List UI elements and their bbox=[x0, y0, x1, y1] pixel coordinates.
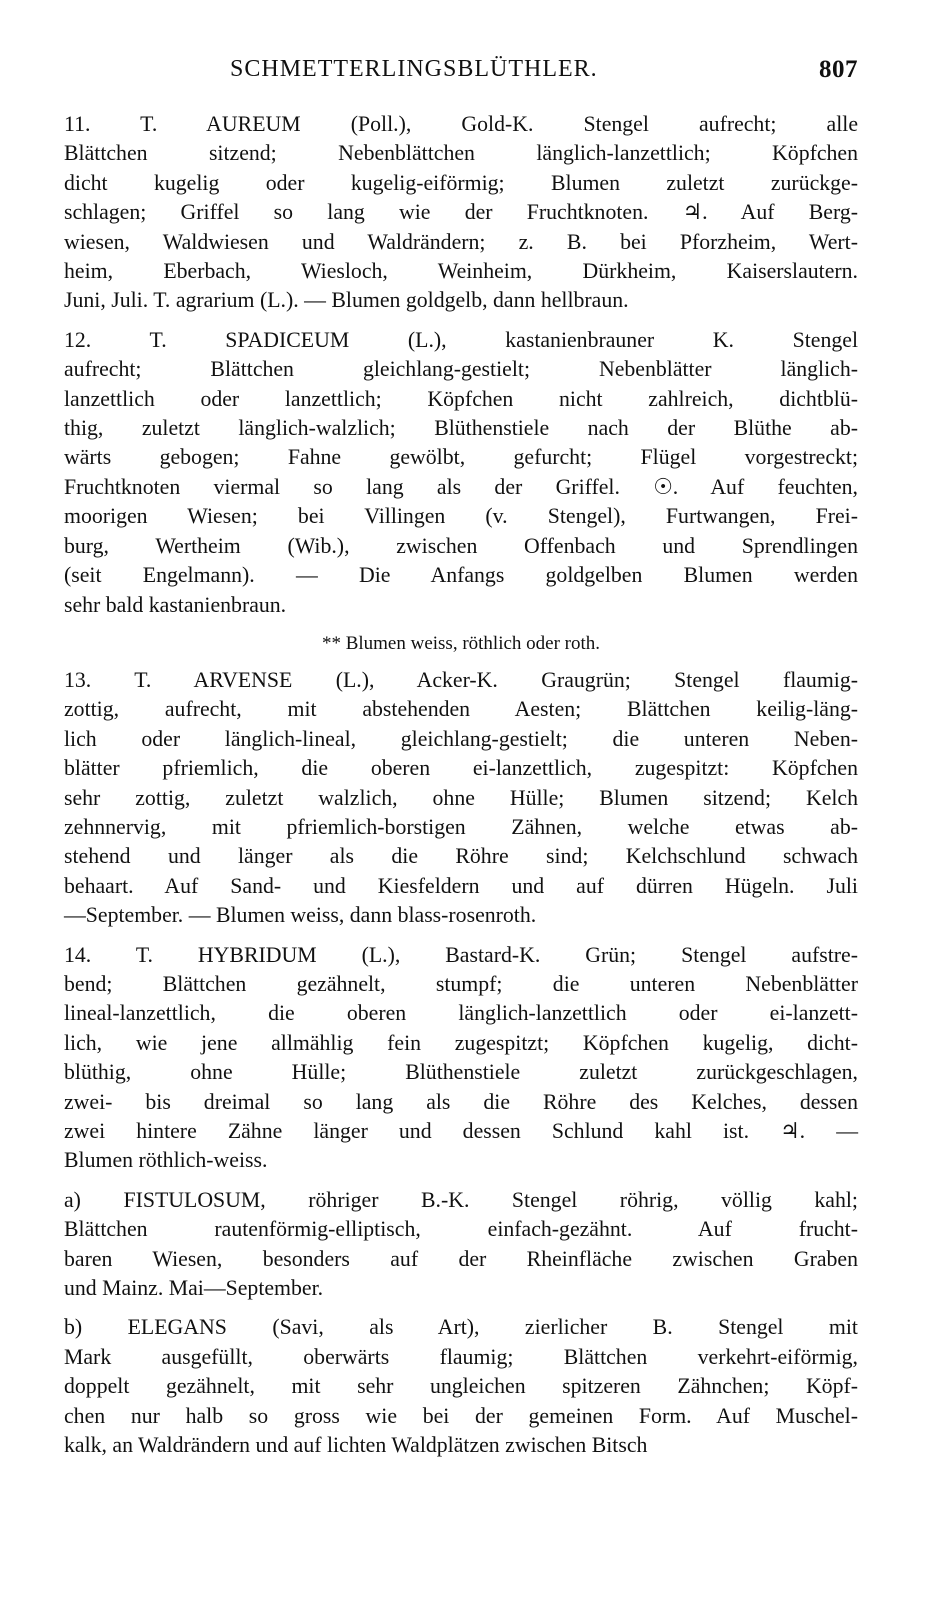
text-line: 12. T. SPADICEUM (L.), kastanienbrauner K. Stengel bbox=[64, 327, 858, 352]
text-line: sehr zottig, zuletzt walzlich, ohne Hülle; Blumen sitzend; Kelch bbox=[64, 785, 858, 810]
text-line: Blumen röthlich-weiss. bbox=[64, 1148, 268, 1173]
text-line: heim, Eberbach, Wiesloch, Weinheim, Dürkheim, Kaiserslautern. bbox=[64, 259, 858, 284]
text-line: blüthig, ohne Hülle; Blüthenstiele zuletzt zurückgeschlagen, bbox=[64, 1060, 858, 1085]
text-line: zwei- bis dreimal so lang als die Röhre des Kelches, dessen bbox=[64, 1089, 858, 1114]
text-line: zehnnervig, mit pfriemlich-borstigen Zähnen, welche etwas ab- bbox=[64, 814, 858, 839]
text-line: dicht kugelig oder kugelig-eiförmig; Blumen zuletzt zurückge- bbox=[64, 170, 858, 195]
section-note: ** Blumen weiss, röthlich oder roth. bbox=[321, 632, 601, 654]
text-line: bend; Blättchen gezähnelt, stumpf; die unteren Nebenblätter bbox=[64, 971, 858, 996]
text-line: (seit Engelmann). — Die Anfangs goldgelben Blumen werden bbox=[64, 563, 858, 588]
entry-t13 bbox=[64, 666, 858, 931]
running-title: SCHMETTERLINGSBLÜTHLER. bbox=[230, 56, 598, 82]
text-line: behaart. Auf Sand- und Kiesfeldern und auf dürren Hügeln. Juli bbox=[64, 873, 858, 898]
entry-t14 bbox=[64, 941, 858, 1176]
text-line: aufrecht; Blättchen gleichlang-gestielt; Nebenblätter länglich- bbox=[64, 357, 858, 382]
text-line: Mark ausgefüllt, oberwärts flaumig; Blättchen verkehrt-eiförmig, bbox=[64, 1344, 858, 1369]
text-line: baren Wiesen, besonders auf der Rheinfläche zwischen Graben bbox=[64, 1246, 858, 1271]
text-line: wiesen, Waldwiesen und Waldrändern; z. B. bei Pforzheim, Wert- bbox=[64, 229, 858, 254]
text-line: Blättchen sitzend; Nebenblättchen länglich-lanzettlich; Köpfchen bbox=[64, 141, 858, 166]
text-line: Blättchen rautenförmig-elliptisch, einfach-gezähnt. Auf frucht- bbox=[64, 1217, 858, 1242]
text-line: 14. T. HYBRIDUM (L.), Bastard-K. Grün; Stengel aufstre- bbox=[64, 942, 858, 967]
text-line: moorigen Wiesen; bei Villingen (v. Stengel), Furtwangen, Frei- bbox=[64, 504, 858, 529]
text-line: chen nur halb so gross wie bei der gemeinen Form. Auf Muschel- bbox=[64, 1403, 858, 1428]
text-line: kalk, an Waldrändern und auf lichten Waldplätzen zwischen Bitsch bbox=[64, 1433, 648, 1458]
text-line: thig, zuletzt länglich-walzlich; Blüthenstiele nach der Blüthe ab- bbox=[64, 416, 858, 441]
entry-t14b bbox=[64, 1313, 858, 1460]
text-line: Fruchtknoten viermal so lang als der Griffel. ☉. Auf feuchten, bbox=[64, 474, 858, 499]
text-line: lineal-lanzettlich, die oberen länglich-lanzettlich oder ei-lanzett- bbox=[64, 1001, 858, 1026]
page-number: 807 bbox=[819, 56, 858, 83]
text-line: zwei hintere Zähne länger und dessen Schlund kahl ist. ♃. — bbox=[64, 1119, 858, 1143]
entry-t12 bbox=[64, 326, 858, 620]
text-line: sehr bald kastanienbraun. bbox=[64, 592, 287, 617]
entry-t14a bbox=[64, 1186, 858, 1304]
text-line: zottig, aufrecht, mit abstehenden Aesten; Blättchen keilig-läng- bbox=[64, 697, 858, 722]
text-line: —September. — Blumen weiss, dann blass-rosenroth. bbox=[64, 903, 537, 928]
text-line: lich oder länglich-lineal, gleichlang-gestielt; die unteren Neben- bbox=[64, 726, 858, 751]
text-line: lanzettlich oder lanzettlich; Köpfchen nicht zahlreich, dichtblü- bbox=[64, 386, 858, 411]
entry-t11 bbox=[64, 110, 858, 316]
text-line: stehend und länger als die Röhre sind; Kelchschlund schwach bbox=[64, 844, 858, 869]
text-line: und Mainz. Mai—September. bbox=[64, 1276, 324, 1301]
text-line: wärts gebogen; Fahne gewölbt, gefurcht; Flügel vorgestreckt; bbox=[64, 445, 858, 470]
text-line: b) ELEGANS (Savi, als Art), zierlicher B. Stengel mit bbox=[64, 1315, 858, 1340]
text-line: burg, Wertheim (Wib.), zwischen Offenbach und Sprendlingen bbox=[64, 533, 858, 558]
text-line: schlagen; Griffel so lang wie der Fruchtknoten. ♃. Auf Berg- bbox=[64, 200, 858, 225]
text-line: doppelt gezähnelt, mit sehr ungleichen spitzeren Zähnchen; Köpf- bbox=[64, 1374, 858, 1399]
text-line: 11. T. AUREUM (Poll.), Gold-K. Stengel aufrecht; alle bbox=[64, 112, 858, 136]
text-line: lich, wie jene allmählig fein zugespitzt; Köpfchen kugelig, dicht- bbox=[64, 1030, 858, 1055]
running-header bbox=[64, 56, 858, 96]
text-line: 13. T. ARVENSE (L.), Acker-K. Graugrün; Stengel flaumig- bbox=[64, 667, 858, 692]
text-line: a) FISTULOSUM, röhriger B.-K. Stengel röhrig, völlig kahl; bbox=[64, 1187, 858, 1212]
text-line: blätter pfriemlich, die oberen ei-lanzettlich, zugespitzt: Köpfchen bbox=[64, 756, 858, 781]
text-line: Juni, Juli. T. agrarium (L.). — Blumen goldgelb, dann hellbraun. bbox=[64, 288, 629, 313]
